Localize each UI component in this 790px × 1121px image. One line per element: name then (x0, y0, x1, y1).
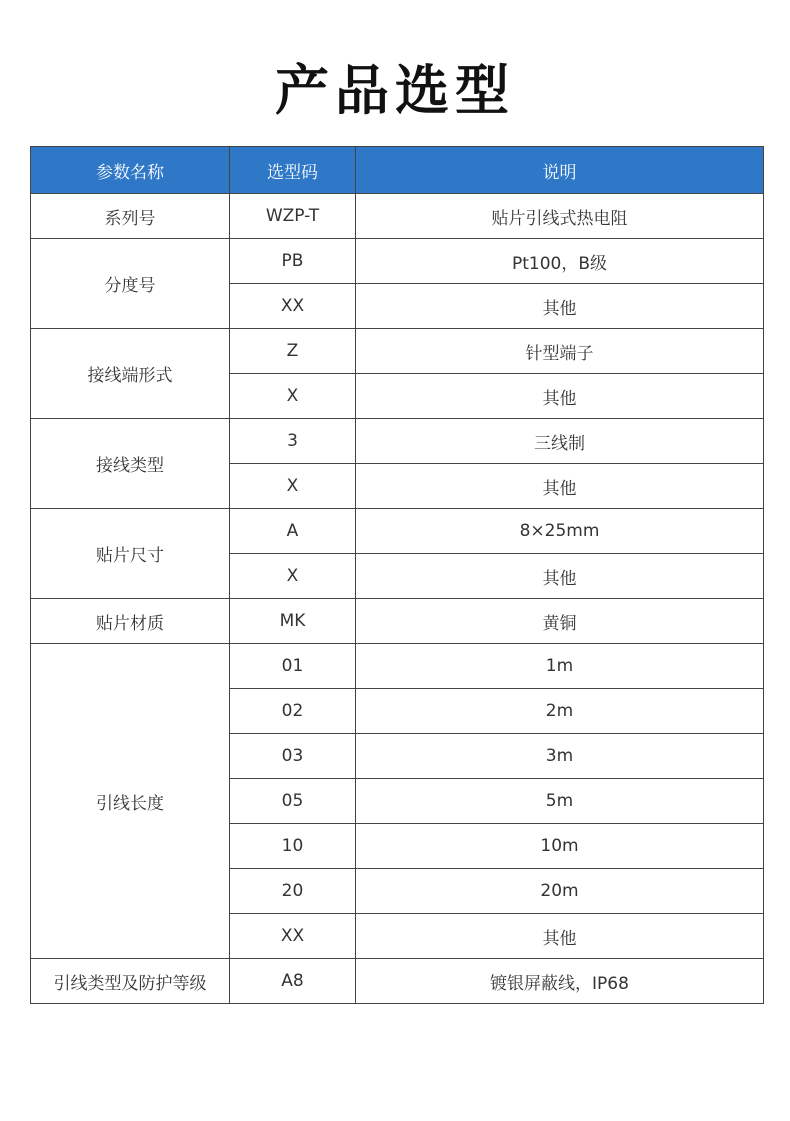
description-cell: 8×25mm (356, 509, 764, 554)
selection-table (30, 146, 764, 1004)
description-cell: 贴片引线式热电阻 (356, 194, 764, 239)
param-name-cell: 贴片材质 (31, 599, 230, 644)
code-cell: MK (230, 599, 356, 644)
page-title: 产品选型 (275, 59, 515, 122)
description-cell: Pt100，B级 (356, 239, 764, 284)
code-cell: 05 (230, 779, 356, 824)
table-row (31, 329, 764, 374)
table-row (31, 509, 764, 554)
description-cell: 3m (356, 734, 764, 779)
code-cell: A (230, 509, 356, 554)
code-cell: X (230, 554, 356, 599)
header-param: 参数名称 (31, 147, 230, 194)
param-name-cell: 引线类型及防护等级 (31, 959, 230, 1004)
table-body (31, 194, 764, 1004)
param-name-cell: 贴片尺寸 (31, 509, 230, 599)
description-cell: 其他 (356, 554, 764, 599)
description-cell: 其他 (356, 464, 764, 509)
param-name-cell: 接线端形式 (31, 329, 230, 419)
param-name-cell: 接线类型 (31, 419, 230, 509)
table-row (31, 239, 764, 284)
code-cell: 20 (230, 869, 356, 914)
table-row (31, 599, 764, 644)
code-cell: 02 (230, 689, 356, 734)
code-cell: X (230, 374, 356, 419)
description-cell: 其他 (356, 374, 764, 419)
code-cell: 10 (230, 824, 356, 869)
header-code: 选型码 (230, 147, 356, 194)
description-cell: 20m (356, 869, 764, 914)
description-cell: 5m (356, 779, 764, 824)
param-name-cell: 分度号 (31, 239, 230, 329)
param-name-cell: 系列号 (31, 194, 230, 239)
code-cell: WZP-T (230, 194, 356, 239)
table-row (31, 419, 764, 464)
table-row (31, 959, 764, 1004)
code-cell: XX (230, 284, 356, 329)
description-cell: 其他 (356, 914, 764, 959)
description-cell: 三线制 (356, 419, 764, 464)
code-cell: Z (230, 329, 356, 374)
header-desc: 说明 (356, 147, 764, 194)
description-cell: 10m (356, 824, 764, 869)
description-cell: 黄铜 (356, 599, 764, 644)
code-cell: 03 (230, 734, 356, 779)
description-cell: 针型端子 (356, 329, 764, 374)
code-cell: 3 (230, 419, 356, 464)
description-cell: 其他 (356, 284, 764, 329)
code-cell: XX (230, 914, 356, 959)
code-cell: PB (230, 239, 356, 284)
table-row (31, 644, 764, 689)
description-cell: 镀银屏蔽线，IP68 (356, 959, 764, 1004)
table-header-row (31, 147, 764, 194)
code-cell: 01 (230, 644, 356, 689)
code-cell: X (230, 464, 356, 509)
description-cell: 1m (356, 644, 764, 689)
table-row (31, 194, 764, 239)
param-name-cell: 引线长度 (31, 644, 230, 959)
description-cell: 2m (356, 689, 764, 734)
code-cell: A8 (230, 959, 356, 1004)
